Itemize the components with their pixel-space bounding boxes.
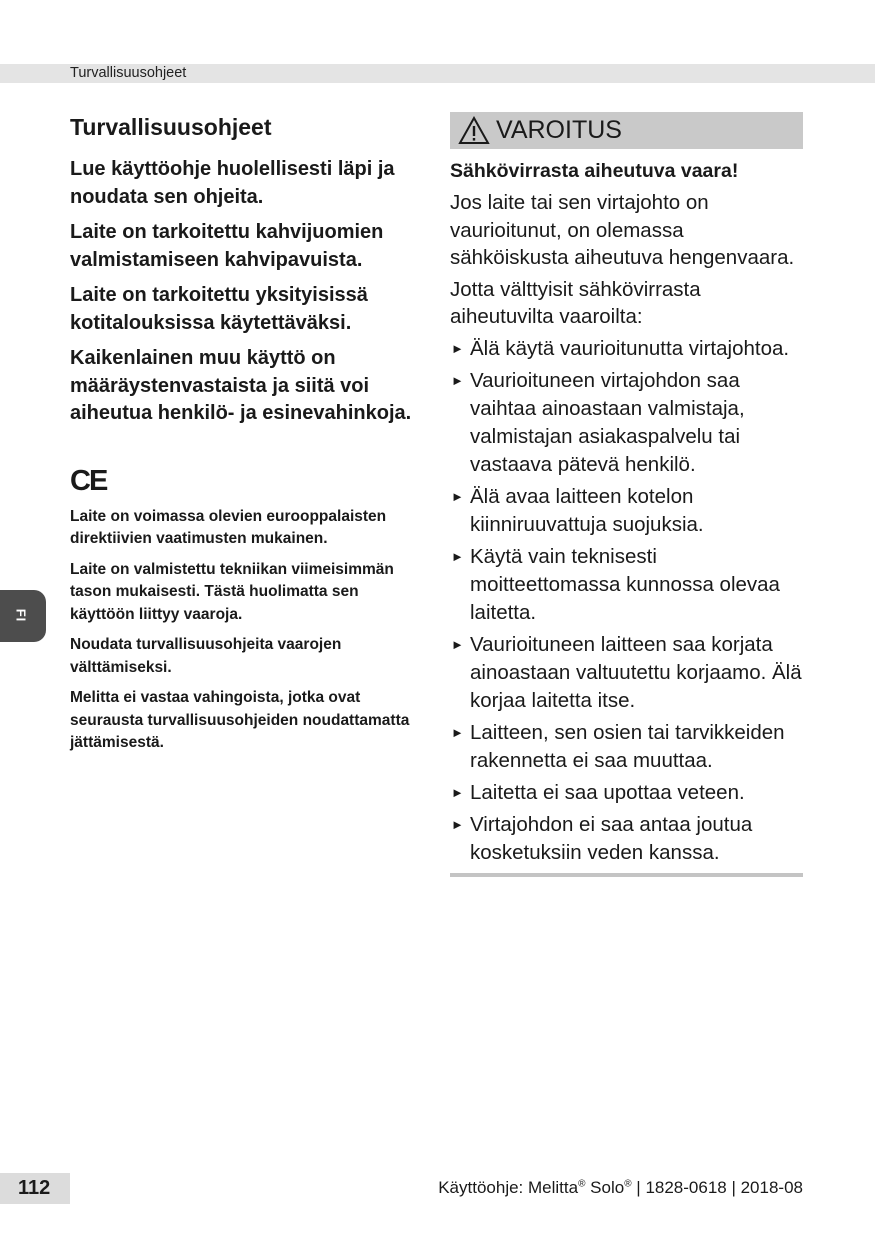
list-item [450, 483, 803, 539]
list-item-text: Laitetta ei saa upottaa veteen. [470, 780, 745, 804]
footer-doc-info [438, 1178, 803, 1198]
intro-paragraph: Kaikenlainen muu käyttö on määräystenvastaista ja siitä voi aiheutua henkilö- ja esinevahinkoja. [70, 347, 412, 424]
list-item [450, 543, 803, 627]
list-item-text: Laitteen, sen osien tai tarvikkeiden rakennetta ei saa muuttaa. [470, 720, 785, 772]
intro-paragraph: Lue käyttöohje huolellisesti läpi ja noudata sen ohjeita. [70, 158, 395, 208]
warning-paragraph: Jos laite tai sen virtajohto on vaurioitunut, on olemassa sähköiskusta aiheutuva hengenvaara. [450, 191, 795, 269]
registered-mark: ® [578, 1178, 586, 1190]
registered-mark: ® [624, 1178, 632, 1190]
warning-subtitle: Sähkövirrasta aiheutuva vaara! [450, 160, 739, 182]
running-header-title: Turvallisuusohjeet [70, 65, 187, 81]
footer-product: Solo [585, 1178, 625, 1197]
list-item [450, 367, 803, 479]
page-heading: Turvallisuusohjeet [70, 114, 272, 140]
compliance-paragraph: Laite on voimassa olevien eurooppalaisten direktiivien vaatimusten mukainen. [70, 507, 387, 547]
bullet-arrow-icon: ► [451, 340, 464, 356]
intro-paragraph: Laite on tarkoitettu kahvijuomien valmistamiseen kahvipavuista. [70, 221, 384, 271]
warning-triangle-icon [458, 116, 490, 145]
bullet-arrow-icon: ► [451, 636, 464, 652]
language-tab [0, 590, 46, 642]
page-number: 112 [18, 1177, 51, 1199]
warning-header [450, 112, 803, 149]
bullet-arrow-icon: ► [451, 784, 464, 800]
list-item [450, 631, 803, 715]
list-item [450, 779, 803, 807]
list-item-text: Käytä vain teknisesti moitteettomassa kunnossa olevaa laitetta. [470, 544, 780, 624]
language-tab-label: FI [13, 608, 29, 623]
footer-doc-suffix: | 1828-0618 | 2018-08 [631, 1178, 803, 1197]
left-column [70, 112, 425, 763]
warning-box [450, 112, 803, 877]
intro-paragraph: Laite on tarkoitettu yksityisissä kotitalouksissa käytettäväksi. [70, 284, 368, 334]
list-item-text: Virtajohdon ei saa antaa joutua kosketuksiin veden kanssa. [470, 812, 753, 864]
bullet-arrow-icon: ► [451, 372, 464, 388]
footer-doc-prefix: Käyttöohje: Melitta [438, 1178, 579, 1197]
list-item [450, 811, 803, 867]
list-item [450, 719, 803, 775]
bullet-arrow-icon: ► [451, 724, 464, 740]
bullet-arrow-icon: ► [451, 548, 464, 564]
compliance-paragraph: Melitta ei vastaa vahingoista, jotka ovat seurausta turvallisuusohjeiden noudattamatta jättämisestä. [70, 689, 410, 751]
list-item-text: Vaurioituneen laitteen saa korjata ainoastaan valtuutettu korjaamo. Älä korjaa laitetta itse. [470, 632, 802, 712]
list-item [450, 335, 803, 363]
running-header [0, 64, 875, 83]
page-number-box [0, 1173, 70, 1204]
compliance-paragraph: Noudata turvallisuusohjeita vaarojen välttämiseksi. [70, 636, 342, 676]
warning-title: VAROITUS [496, 116, 622, 144]
bullet-arrow-icon: ► [451, 488, 464, 504]
list-item-text: Älä käytä vaurioitunutta virtajohtoa. [470, 336, 790, 360]
warning-paragraph: Jotta välttyisit sähkövirrasta aiheutuvilta vaaroilta: [450, 277, 701, 328]
bullet-arrow-icon: ► [451, 816, 464, 832]
ce-mark-icon: CE [70, 464, 107, 497]
list-item-text: Vaurioituneen virtajohdon saa vaihtaa ainoastaan valmistaja, valmistajan asiakaspalvelu tai vastaava pätevä henkilö. [470, 368, 745, 476]
compliance-paragraph: Laite on valmistettu tekniikan viimeisimmän tason mukaisesti. Tästä huolimatta sen käyttöön liittyy vaaroja. [70, 560, 394, 623]
warning-list [450, 335, 803, 867]
list-item-text: Älä avaa laitteen kotelon kiinniruuvattuja suojuksia. [470, 484, 704, 536]
warning-body [450, 149, 803, 877]
